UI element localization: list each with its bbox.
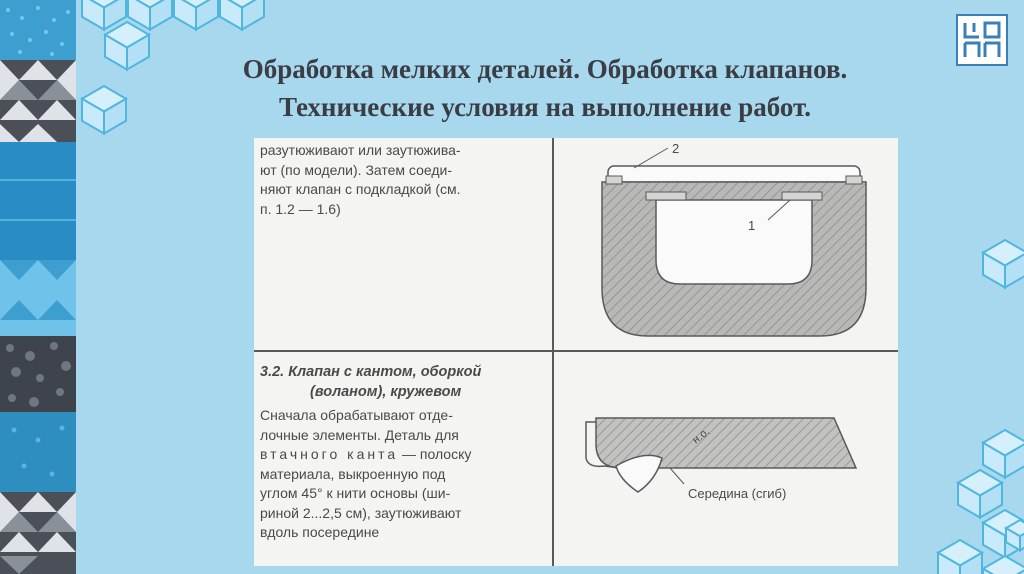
upper-text-line: разутюживают или заутюжива- [260, 142, 461, 158]
fold-caption: Середина (сгиб) [688, 486, 787, 501]
body-text-line: углом 45° к нити основы (ши- [260, 485, 451, 501]
grain-direction-label: н.о. [690, 425, 713, 447]
spaced-term: втачного канта [260, 446, 399, 462]
body-text-line-3 [260, 445, 471, 465]
slide-title [80, 50, 1010, 126]
section-heading-line-1: 3.2. Клапан с кантом, оборкой [260, 364, 482, 380]
upper-text-line: п. 1.2 — 1.6) [260, 200, 341, 217]
column-divider [552, 138, 554, 566]
body-text-rest: — полоску [398, 446, 472, 462]
body-text-line: лочные элементы. Деталь для [260, 426, 459, 443]
upper-text-line: няют клапан с подкладкой (см. [260, 181, 461, 197]
valve-lining-diagram [584, 138, 884, 348]
title-line-2: Технические условия на выполнение работ. [278, 92, 812, 122]
section-heading-line-2: (воланом), кружевом [310, 384, 462, 400]
upper-text-line: ют (по модели). Затем соеди- [260, 161, 453, 178]
body-text-line: риной 2...2,5 см), заутюживают [260, 504, 462, 521]
upper-text-block [260, 141, 461, 219]
body-text-block [260, 406, 471, 543]
body-text-line: материала, выкроенную под [260, 465, 446, 482]
body-text-line: Сначала обрабатывают отде- [260, 407, 453, 423]
body-text-line: вдоль посередине [260, 524, 380, 540]
section-heading [260, 362, 481, 402]
figure1-label-2: 2 [672, 141, 680, 156]
figure1-label-1: 1 [748, 218, 756, 233]
title-line-1: Обработка мелких деталей. Обработка клапанов. [242, 54, 848, 84]
scanned-document [254, 138, 898, 566]
row-divider [254, 350, 898, 352]
